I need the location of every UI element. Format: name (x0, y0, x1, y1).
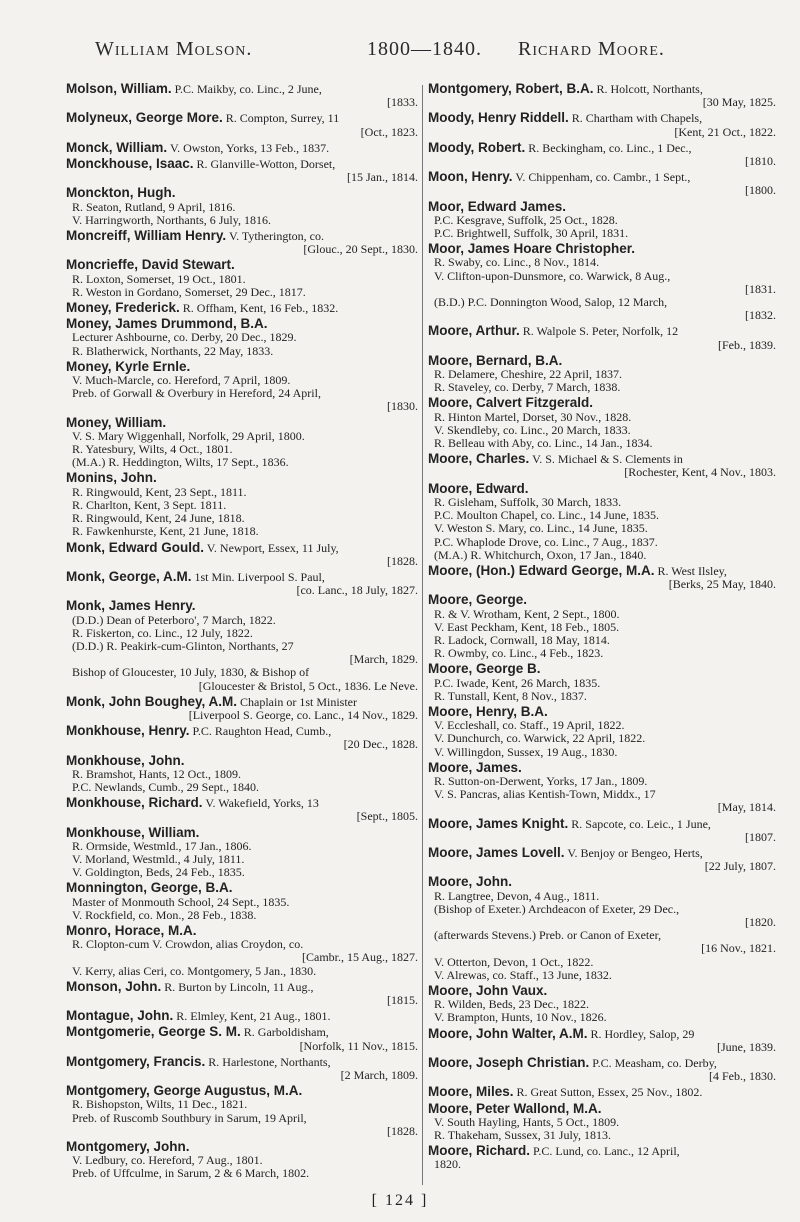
entry-line: [20 Dec., 1828. (343, 737, 418, 752)
entry-line: R. Weston in Gordano, Somerset, 29 Dec., 1817. (72, 284, 306, 299)
entry-line: [Gloucester & Bristol, 5 Oct., 1836. Le Neve. (198, 678, 418, 693)
entry (428, 564, 776, 591)
entry-line: V. South Hayling, Hants, 5 Oct., 1809. (434, 1114, 620, 1129)
entry-line: R. Clopton-cum V. Crowdon, alias Croydon, co. (72, 937, 304, 952)
entry-line: V. S. Mary Wiggenhall, Norfolk, 29 April, 1800. (72, 428, 305, 443)
entry-line: [1828. (387, 1123, 418, 1138)
entry-name: Monck, William. (66, 139, 168, 155)
entry-name: Moore, (Hon.) Edward George, M.A. (428, 562, 655, 578)
entry-line: R. Ladock, Cornwall, 18 May, 1814. (434, 632, 610, 647)
entry (66, 416, 418, 470)
entry-line: [16 Nov., 1821. (701, 941, 776, 956)
entry-line: V. Morland, Westmld., 4 July, 1811. (72, 851, 245, 866)
entry-name: Money, Frederick. (66, 300, 180, 316)
entry-line: R. Seaton, Rutland, 9 April, 1816. (72, 199, 236, 214)
entry-detail: R. Hordley, Salop, 29 (590, 1026, 695, 1041)
entry-name: Moore, Richard. (428, 1143, 531, 1159)
entry (66, 360, 418, 414)
header-right: Richard Moore. (518, 38, 665, 60)
entry-detail: R. Walpole S. Peter, Norfolk, 12 (522, 324, 679, 339)
entry-line: [15 Jan., 1814. (347, 170, 418, 185)
entry-detail: R. Chartham with Chapels, (571, 111, 703, 126)
page-number: [ 124 ] (371, 1192, 429, 1209)
entry-name: Monro, Horace, M.A. (66, 922, 197, 938)
entry-name: Moore, Bernard, B.A. (428, 352, 563, 368)
entry-line: [1832. (745, 308, 776, 323)
entry-line: [Rochester, Kent, 4 Nov., 1803. (624, 465, 776, 480)
entry-detail: 1st Min. Liverpool S. Paul, (194, 569, 325, 584)
header-dates: 1800—1840. (367, 38, 482, 60)
entry-detail: R. Beckingham, co. Linc., 1 Dec., (528, 140, 692, 155)
entry-name: Moore, George. (428, 592, 528, 608)
entry (428, 242, 776, 322)
entry-detail: R. Offham, Kent, 16 Feb., 1832. (182, 301, 339, 316)
entry-detail: Chaplain or 1st Minister (240, 694, 357, 709)
entry-name: Moore, Charles. (428, 451, 530, 467)
entry-line: V. Kerry, alias Ceri, co. Montgomery, 5 Jan., 1830. (72, 963, 317, 978)
entry-line: R. Blatherwick, Northants, 22 May, 1833. (72, 343, 274, 358)
entry (428, 82, 776, 109)
left-column (66, 82, 418, 1187)
entry (428, 354, 776, 395)
entry (66, 1055, 418, 1082)
entry-detail: R. Glanville-Wotton, Dorset, (196, 157, 336, 172)
entry-detail: V. Wakefield, Yorks, 13 (205, 796, 319, 811)
entry-detail: V. Owston, Yorks, 13 Feb., 1837. (169, 140, 330, 155)
running-header (0, 38, 800, 66)
entry (428, 1027, 776, 1054)
entry-line: R. & V. Wrotham, Kent, 2 Sept., 1800. (434, 606, 620, 621)
entry (66, 317, 418, 358)
entry (66, 754, 418, 795)
entry-line: R. Sutton-on-Derwent, Yorks, 17 Jan., 1809. (434, 773, 648, 788)
entry-line: [1830. (387, 399, 418, 414)
entry-line: P.C. Whaplode Drove, co. Linc., 7 Aug., 1837. (434, 534, 658, 549)
entry (428, 984, 776, 1025)
entry (66, 82, 418, 109)
entry-line: V. Brampton, Hunts, 10 Nov., 1826. (434, 1010, 607, 1025)
entry-line: [co. Lanc., 18 July, 1827. (296, 583, 418, 598)
entry (428, 817, 776, 844)
entry (428, 1102, 776, 1143)
entry-line: [30 May, 1825. (702, 95, 776, 110)
entry-name: Moore, James. (428, 759, 522, 775)
entry-line: R. Yatesbury, Wilts, 4 Oct., 1801. (72, 442, 233, 457)
entry (66, 980, 418, 1007)
entry-line: V. Clifton-upon-Dunsmore, co. Warwick, 8 Aug., (434, 268, 671, 283)
entry (66, 826, 418, 880)
entry-name: Money, Kyrle Ernle. (66, 358, 191, 374)
entry-line: 1820. (434, 1157, 461, 1172)
entry (66, 258, 418, 299)
entry-line: [Liverpool S. George, co. Lanc., 14 Nov., 1829. (188, 707, 418, 722)
entry (66, 186, 418, 227)
entry-line: R. Loxton, Somerset, 19 Oct., 1801. (72, 271, 246, 286)
entry-name: Monkhouse, William. (66, 824, 200, 840)
entry (428, 846, 776, 873)
entry-name: Montgomerie, George S. M. (66, 1024, 241, 1040)
entry (66, 924, 418, 978)
entry-detail: R. Elmley, Kent, 21 Aug., 1801. (176, 1009, 331, 1024)
entry-name: Monk, Edward Gould. (66, 539, 204, 555)
entry (66, 229, 418, 256)
entry-line: R. Ormside, Westmld., 17 Jan., 1806. (72, 838, 252, 853)
entry-line: [1810. (745, 154, 776, 169)
entry-line: V. Harringworth, Northants, 6 July, 1816. (72, 212, 271, 227)
entry-detail: P.C. Raughton Head, Cumb., (192, 724, 332, 739)
entry (428, 170, 776, 197)
entry-line: [Glouc., 20 Sept., 1830. (303, 242, 418, 257)
entry (66, 471, 418, 538)
entry-line: V. Much-Marcle, co. Hereford, 7 April, 1809. (72, 373, 291, 388)
entry-name: Moore, Edward. (428, 480, 529, 496)
entry-line: [2 March, 1809. (340, 1068, 418, 1083)
entry-line: R. Swaby, co. Linc., 8 Nov., 1814. (434, 255, 600, 270)
entry-line: Preb. of Ruscomb Southbury in Sarum, 19 April, (72, 1110, 307, 1125)
entry-line: R. Ringwould, Kent, 23 Sept., 1811. (72, 484, 247, 499)
entry-detail: P.C. Lund, co. Lanc., 12 April, (533, 1144, 680, 1159)
entry-name: Molyneux, George More. (66, 110, 223, 126)
entry-name: Moore, James Knight. (428, 815, 569, 831)
entry-name: Moore, John Walter, A.M. (428, 1025, 588, 1041)
entry-line: [4 Feb., 1830. (709, 1069, 776, 1084)
entry (66, 141, 418, 155)
entry (428, 324, 776, 351)
entry-detail: V. Benjoy or Bengeo, Herts, (567, 845, 703, 860)
entry-name: Monk, James Henry. (66, 598, 196, 614)
entry-line: R. Delamere, Cheshire, 22 April, 1837. (434, 367, 622, 382)
entry (428, 482, 776, 562)
entry-name: Montgomery, Francis. (66, 1053, 206, 1069)
entry-detail: R. West Ilsley, (657, 563, 727, 578)
entry-line: R. Gisleham, Suffolk, 30 March, 1833. (434, 494, 622, 509)
entry-line: [1807. (745, 829, 776, 844)
entry-name: Montgomery, John. (66, 1139, 190, 1155)
entry-detail: V. Newport, Essex, 11 July, (206, 540, 339, 555)
entry (428, 593, 776, 660)
entry-line: [1831. (745, 281, 776, 296)
entry-line: R. Fawkenhurste, Kent, 21 June, 1818. (72, 524, 259, 539)
entry (66, 1009, 418, 1023)
entry (66, 796, 418, 823)
entry-line: V. Ledbury, co. Hereford, 7 Aug., 1801. (72, 1153, 263, 1168)
entry-name: Monk, George, A.M. (66, 568, 192, 584)
entry (66, 157, 418, 184)
entry-line: V. Dunchurch, co. Warwick, 22 April, 1822. (434, 731, 646, 746)
entry-line: [Cambr., 15 Aug., 1827. (302, 950, 418, 965)
entry-line: [1833. (387, 95, 418, 110)
entry-name: Moor, Edward James. (428, 198, 567, 214)
entry-line: (M.A.) R. Whitchurch, Oxon, 17 Jan., 1840. (434, 547, 647, 562)
entry-name: Moon, Henry. (428, 169, 513, 185)
entry-line: [May, 1814. (717, 800, 776, 815)
entry-name: Monkhouse, Richard. (66, 795, 203, 811)
entry-name: Moore, Joseph Christian. (428, 1055, 590, 1071)
entry-name: Moore, John Vaux. (428, 983, 548, 998)
entry-line: V. Rockfield, co. Mon., 28 Feb., 1838. (72, 907, 257, 922)
entry-line: R. Charlton, Kent, 3 Sept. 1811. (72, 497, 227, 512)
entry-detail: R. Garboldisham, (243, 1025, 329, 1040)
entry (428, 1056, 776, 1083)
entry-line: Master of Monmouth School, 24 Sept., 1835. (72, 894, 290, 909)
column-divider (422, 85, 423, 1185)
entry-name: Moore, Calvert Fitzgerald. (428, 395, 594, 411)
entry-line: P.C. Kesgrave, Suffolk, 25 Oct., 1828. (434, 212, 618, 227)
entry-name: Moore, Henry, B.A. (428, 703, 548, 719)
entry (428, 1144, 776, 1171)
entry-line: R. Hinton Martel, Dorset, 30 Nov., 1828. (434, 409, 632, 424)
entry-line: [Feb., 1839. (718, 337, 776, 352)
entry (428, 705, 776, 759)
entry (428, 1085, 776, 1099)
entry (66, 599, 418, 692)
entry-name: Monson, John. (66, 978, 162, 994)
entry-name: Moore, George B. (428, 661, 541, 677)
entry-line: (B.D.) P.C. Donnington Wood, Salop, 12 March, (434, 295, 668, 310)
entry-line: [1828. (387, 553, 418, 568)
entry-line: [Berks, 25 May, 1840. (668, 577, 776, 592)
entry-name: Molson, William. (66, 82, 172, 96)
entry-detail: P.C. Measham, co. Derby, (592, 1056, 717, 1071)
entry-line: V. Goldington, Beds, 24 Feb., 1835. (72, 865, 245, 880)
entry-name: Monkhouse, Henry. (66, 723, 190, 739)
entry-line: [Kent, 21 Oct., 1822. (674, 124, 776, 139)
entry-name: Moor, James Hoare Christopher. (428, 241, 636, 257)
entry-name: Monkhouse, John. (66, 752, 185, 768)
entry-line: (D.D.) Dean of Peterboro', 7 March, 1822. (72, 612, 276, 627)
entry-line: [22 July, 1807. (704, 859, 776, 874)
entry-detail: R. Sapcote, co. Leic., 1 June, (571, 816, 711, 831)
entry-detail: R. Harlestone, Northants, (208, 1054, 331, 1069)
entry (66, 1140, 418, 1181)
entry-line: V. Willingdon, Sussex, 19 Aug., 1830. (434, 744, 618, 759)
entry-name: Monckhouse, Isaac. (66, 156, 194, 172)
entry-name: Moore, Miles. (428, 1084, 514, 1100)
entry-line: R. Fiskerton, co. Linc., 12 July, 1822. (72, 625, 253, 640)
entry (66, 570, 418, 597)
entry-line: R. Belleau with Aby, co. Linc., 14 Jan., 1834. (434, 436, 653, 451)
entry-name: Money, William. (66, 414, 167, 430)
entry-line: P.C. Newlands, Cumb., 29 Sept., 1840. (72, 779, 260, 794)
entry-name: Moody, Henry Riddell. (428, 110, 569, 126)
entry (66, 1025, 418, 1052)
entry-line: Lecturer Ashbourne, co. Derby, 20 Dec., 1829. (72, 330, 297, 345)
entry-line: [Norfolk, 11 Nov., 1815. (299, 1038, 418, 1053)
entry-line: R. Langtree, Devon, 4 Aug., 1811. (434, 888, 600, 903)
entry-line: P.C. Iwade, Kent, 26 March, 1835. (434, 675, 601, 690)
entry-detail: P.C. Maikby, co. Linc., 2 June, (174, 82, 322, 96)
entry-line: P.C. Brightwell, Suffolk, 30 April, 1831. (434, 226, 629, 241)
entry-line: V. Alrewas, co. Staff., 13 June, 1832. (434, 967, 612, 982)
entry-line: [Sept., 1805. (356, 809, 418, 824)
entry (66, 541, 418, 568)
entry (66, 724, 418, 751)
entry (428, 875, 776, 982)
header-left: William Molson. (95, 38, 253, 60)
entry (66, 695, 418, 722)
entry (428, 200, 776, 241)
entry-name: Montgomery, Robert, B.A. (428, 82, 594, 96)
entry-name: Moore, Arthur. (428, 323, 520, 339)
entry-name: Moore, James Lovell. (428, 844, 565, 860)
entry-line: V. Skendleby, co. Linc., 20 March, 1833. (434, 422, 631, 437)
entry-line: Bishop of Gloucester, 10 July, 1830, & Bishop of (72, 665, 310, 680)
entry-line: R. Bramshot, Hants, 12 Oct., 1809. (72, 766, 241, 781)
entry-detail: V. Tytherington, co. (228, 229, 324, 244)
entry-line: [March, 1829. (349, 652, 418, 667)
entry-line: [1815. (387, 993, 418, 1007)
entry (66, 301, 418, 315)
entry (428, 452, 776, 479)
entry-detail: R. Burton by Lincoln, 11 Aug., (164, 979, 314, 994)
entry-line: R. Wilden, Beds, 23 Dec., 1822. (434, 997, 589, 1012)
entry-line: (D.D.) R. Peakirk-cum-Glinton, Northants, 27 (72, 638, 294, 653)
entry-name: Monnington, George, B.A. (66, 880, 233, 896)
entry-line: [June, 1839. (717, 1039, 776, 1054)
entry (428, 111, 776, 138)
entry-line: V. Otterton, Devon, 1 Oct., 1822. (434, 954, 594, 969)
entry-name: Money, James Drummond, B.A. (66, 316, 268, 332)
entry-line: R. Tunstall, Kent, 8 Nov., 1837. (434, 688, 587, 703)
entry (428, 761, 776, 815)
entry-line: R. Staveley, co. Derby, 7 March, 1838. (434, 380, 621, 395)
entry-line: V. Eccleshall, co. Staff., 19 April, 1822. (434, 718, 625, 733)
entry (66, 111, 418, 138)
entry-name: Monk, John Boughey, A.M. (66, 693, 237, 709)
entry-name: Moncreiff, William Henry. (66, 228, 227, 244)
entry-name: Montague, John. (66, 1008, 174, 1024)
entry-detail: V. Chippenham, co. Cambr., 1 Sept., (515, 170, 691, 185)
entry-name: Moore, Peter Wallond, M.A. (428, 1100, 602, 1116)
entry-line: (M.A.) R. Heddington, Wilts, 17 Sept., 1836. (72, 455, 289, 470)
entry-detail: R. Great Sutton, Essex, 25 Nov., 1802. (516, 1085, 703, 1100)
entry-name: Monins, John. (66, 470, 157, 486)
entry-detail: R. Holcott, Northants, (596, 82, 703, 96)
entry-line: P.C. Moulton Chapel, co. Linc., 14 June, 1835. (434, 508, 659, 523)
entry-line: Preb. of Gorwall & Overbury in Hereford, 24 April, (72, 386, 321, 401)
entry-line: R. Thakeham, Sussex, 31 July, 1813. (434, 1128, 611, 1143)
entry-name: Moore, John. (428, 874, 512, 890)
entry (428, 662, 776, 703)
right-column (428, 82, 776, 1187)
entry-line: [1800. (745, 183, 776, 198)
entry-line: V. Weston S. Mary, co. Linc., 14 June, 1835. (434, 521, 648, 536)
entry-name: Moncrieffe, David Stewart. (66, 257, 235, 273)
entry (66, 881, 418, 922)
entry (66, 1084, 418, 1138)
entry-detail: R. Compton, Surrey, 11 (225, 111, 340, 126)
entry-line: [Oct., 1823. (360, 124, 418, 139)
entry-line: Preb. of Uffculme, in Sarum, 2 & 6 March, 1802. (72, 1166, 310, 1181)
entry-line: R. Ringwould, Kent, 24 June, 1818. (72, 511, 245, 526)
entry-name: Montgomery, George Augustus, M.A. (66, 1083, 303, 1099)
entry-line: (Bishop of Exeter.) Archdeacon of Exeter, 29 Dec., (434, 901, 680, 916)
entry (428, 396, 776, 450)
entry-line: V. East Peckham, Kent, 18 Feb., 1805. (434, 619, 620, 634)
entry-line: R. Bishopston, Wilts, 11 Dec., 1821. (72, 1097, 248, 1112)
entry-line: V. S. Pancras, alias Kentish-Town, Middx., 17 (434, 787, 656, 802)
entry-line: [1820. (745, 914, 776, 929)
entry-line: R. Owmby, co. Linc., 4 Feb., 1823. (434, 646, 604, 661)
entry-detail: V. S. Michael & S. Clements in (532, 452, 683, 467)
entry (428, 141, 776, 168)
entry-name: Moody, Robert. (428, 139, 526, 155)
entry-name: Monckton, Hugh. (66, 185, 176, 201)
entry-line: (afterwards Stevens.) Preb. or Canon of Exeter, (434, 928, 662, 943)
